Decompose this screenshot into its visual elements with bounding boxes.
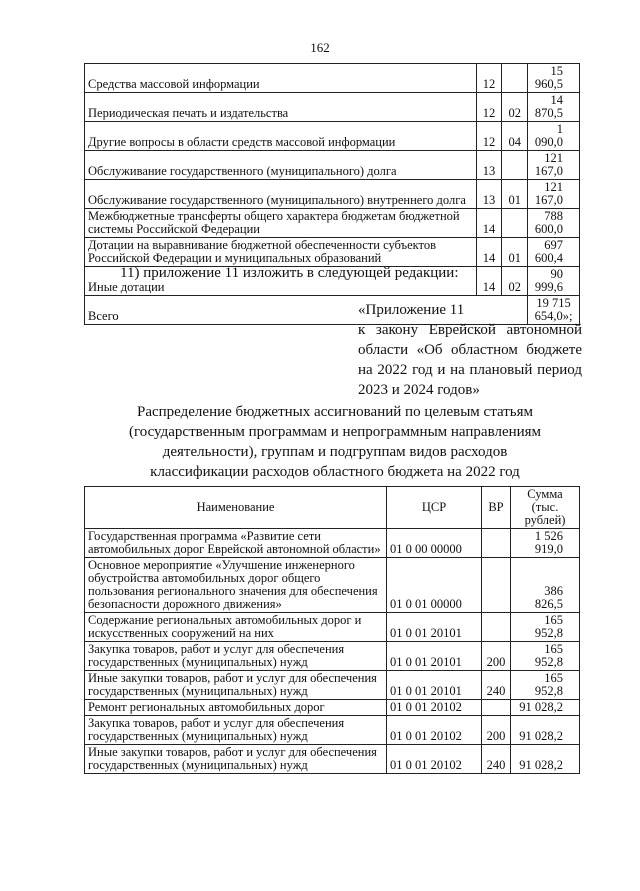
row-subsection xyxy=(502,64,528,93)
row-sum: 91 028,2 xyxy=(511,716,580,745)
table-row xyxy=(85,93,580,122)
page-number: 162 xyxy=(310,40,330,55)
row-section: 14 xyxy=(476,267,502,296)
heading-line: Распределение бюджетных ассигнований по целевым статьям xyxy=(137,404,533,420)
row-name: Иные дотации xyxy=(85,267,477,296)
row-csr: 01 0 01 20102 xyxy=(387,716,482,745)
table-row xyxy=(85,180,580,209)
row-name: Обслуживание государственного (муниципального) долга xyxy=(85,151,477,180)
table-row xyxy=(85,613,580,642)
header-name: Наименование xyxy=(85,487,387,529)
row-subsection: 02 xyxy=(502,93,528,122)
table-row xyxy=(85,64,580,93)
row-vr: 240 xyxy=(482,671,511,700)
row-sum: 91 028,2 xyxy=(511,700,580,716)
total-label: Всего xyxy=(85,296,528,325)
row-csr: 01 0 01 20101 xyxy=(387,613,482,642)
row-vr xyxy=(482,613,511,642)
row-name: Обслуживание государственного (муниципального) внутреннего долга xyxy=(85,180,477,209)
row-name: Государственная программа «Развитие сети автомобильных дорог Еврейской автономной области» xyxy=(85,529,387,558)
table-row xyxy=(85,558,580,613)
row-sum: 1 090,0 xyxy=(528,122,580,151)
table-row xyxy=(85,529,580,558)
row-name: Средства массовой информации xyxy=(85,64,477,93)
row-sum: 386 826,5 xyxy=(511,558,580,613)
total-sum: 19 715 654,0»; xyxy=(528,296,580,325)
appendix-line: «Приложение 11 xyxy=(358,302,465,318)
appendix-caption xyxy=(358,300,582,400)
row-sum: 14 870,5 xyxy=(528,93,580,122)
row-vr: 200 xyxy=(482,642,511,671)
header-csr: ЦСР xyxy=(387,487,482,529)
table-header-row xyxy=(85,487,580,529)
table-row xyxy=(85,209,580,238)
row-subsection: 01 xyxy=(502,180,528,209)
row-subsection: 04 xyxy=(502,122,528,151)
row-sum: 121 167,0 xyxy=(528,151,580,180)
table-row xyxy=(85,122,580,151)
row-name: Иные закупки товаров, работ и услуг для обеспечения государственных (муниципальных) нужд xyxy=(85,671,387,700)
row-sum: 15 960,5 xyxy=(528,64,580,93)
table-row xyxy=(85,716,580,745)
row-section: 12 xyxy=(476,64,502,93)
row-sum: 165 952,8 xyxy=(511,613,580,642)
expenses-by-section-table xyxy=(84,63,580,325)
appendix-line: к закону Еврейской автономной xyxy=(358,322,582,338)
appendix-line: 2023 и 2024 годов» xyxy=(358,382,480,398)
row-vr xyxy=(482,558,511,613)
row-name: Закупка товаров, работ и услуг для обеспечения государственных (муниципальных) нужд xyxy=(85,716,387,745)
row-csr: 01 0 01 00000 xyxy=(387,558,482,613)
row-subsection xyxy=(502,151,528,180)
table-row xyxy=(85,151,580,180)
heading-line: (государственным программам и непрограммным направлениям xyxy=(128,424,542,440)
heading-line: деятельности), группам и подгруппам видов расходов xyxy=(162,444,508,460)
row-csr: 01 0 01 20102 xyxy=(387,745,482,774)
row-section: 12 xyxy=(476,122,502,151)
row-vr xyxy=(482,700,511,716)
row-subsection: 01 xyxy=(502,238,528,267)
appendix-line: на 2022 год и на плановый период xyxy=(358,362,582,378)
row-sum: 165 952,8 xyxy=(511,642,580,671)
row-sum: 91 028,2 xyxy=(511,745,580,774)
row-name: Иные закупки товаров, работ и услуг для обеспечения государственных (муниципальных) нужд xyxy=(85,745,387,774)
table-row xyxy=(85,700,580,716)
row-sum: 90 999,6 xyxy=(528,267,580,296)
row-csr: 01 0 00 00000 xyxy=(387,529,482,558)
row-subsection xyxy=(502,209,528,238)
row-section: 14 xyxy=(476,209,502,238)
row-name: Основное мероприятие «Улучшение инженерного обустройства автомобильных дорог общего пользования регионального значения для обеспечения безопасности дорожного движения» xyxy=(85,558,387,613)
row-vr xyxy=(482,529,511,558)
table-row xyxy=(85,671,580,700)
row-name: Периодическая печать и издательства xyxy=(85,93,477,122)
row-section: 13 xyxy=(476,151,502,180)
table-row xyxy=(85,642,580,671)
row-subsection: 02 xyxy=(502,267,528,296)
row-csr: 01 0 01 20102 xyxy=(387,700,482,716)
header-sum: Сумма (тыс. рублей) xyxy=(511,487,580,529)
appendix-line: области «Об областном бюджете xyxy=(358,342,582,358)
row-name: Межбюджетные трансферты общего характера бюджетам бюджетной системы Российской Федерации xyxy=(85,209,477,238)
heading-line: классификации расходов областного бюджета на 2022 год xyxy=(150,464,520,480)
row-sum: 165 952,8 xyxy=(511,671,580,700)
header-vr: ВР xyxy=(482,487,511,529)
row-csr: 01 0 01 20101 xyxy=(387,671,482,700)
row-name: Другие вопросы в области средств массовой информации xyxy=(85,122,477,151)
row-sum: 788 600,0 xyxy=(528,209,580,238)
row-csr: 01 0 01 20101 xyxy=(387,642,482,671)
row-name: Ремонт региональных автомобильных дорог xyxy=(85,700,387,716)
document-heading xyxy=(90,402,580,482)
row-name: Содержание региональных автомобильных дорог и искусственных сооружений на них xyxy=(85,613,387,642)
row-sum: 1 526 919,0 xyxy=(511,529,580,558)
table-row xyxy=(85,745,580,774)
row-section: 12 xyxy=(476,93,502,122)
row-section: 14 xyxy=(476,238,502,267)
row-name: Дотации на выравнивание бюджетной обеспеченности субъектов Российской Федерации и муниципальных образований xyxy=(85,238,477,267)
allocation-table xyxy=(84,486,580,774)
row-sum: 121 167,0 xyxy=(528,180,580,209)
row-section: 13 xyxy=(476,180,502,209)
row-vr: 200 xyxy=(482,716,511,745)
amendment-item-11: 11) приложение 11 изложить в следующей редакции: xyxy=(120,265,459,281)
row-name: Закупка товаров, работ и услуг для обеспечения государственных (муниципальных) нужд xyxy=(85,642,387,671)
row-sum: 697 600,4 xyxy=(528,238,580,267)
row-vr: 240 xyxy=(482,745,511,774)
